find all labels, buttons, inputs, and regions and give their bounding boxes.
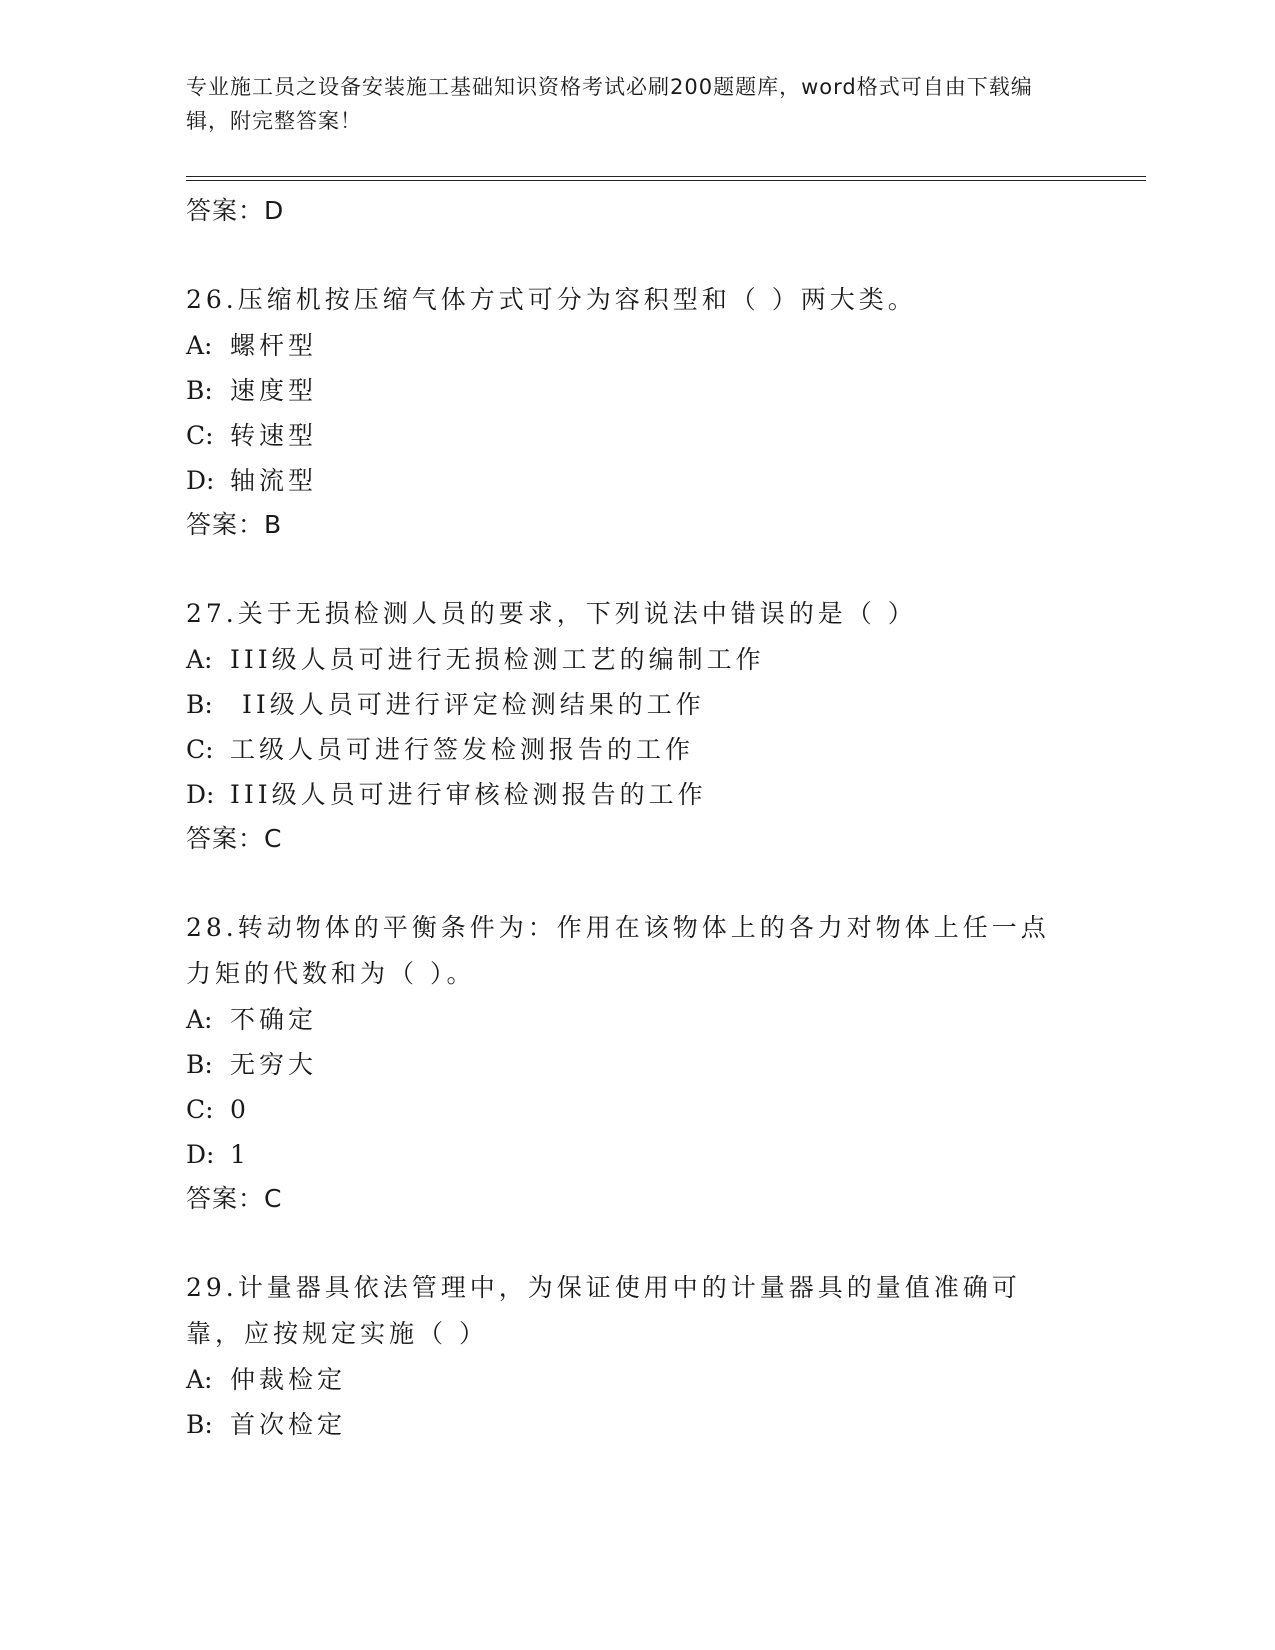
option-key: A: (186, 1005, 213, 1034)
question-27 (186, 591, 1146, 861)
question-28 (186, 905, 1146, 1221)
option-key: D: (186, 1140, 215, 1169)
option-text: III级人员可进行审核检测报告的工作 (230, 780, 707, 809)
option-key: D: (186, 466, 215, 495)
option-text: 首次检定 (230, 1410, 347, 1439)
option-text: II级人员可进行评定检测结果的工作 (230, 690, 705, 719)
option-key: A: (186, 1365, 213, 1394)
header-divider (186, 176, 1146, 181)
option-b (186, 368, 1146, 413)
option-text: 速度型 (230, 376, 318, 405)
option-d (186, 1132, 1146, 1177)
option-text: 1 (230, 1140, 250, 1169)
option-text: 0 (230, 1095, 250, 1124)
option-d (186, 458, 1146, 503)
option-d (186, 772, 1146, 817)
document-page (186, 70, 1146, 1447)
option-key: B: (186, 1050, 213, 1079)
option-key: A: (186, 645, 213, 674)
option-text: III级人员可进行无损检测工艺的编制工作 (230, 645, 765, 674)
option-c (186, 413, 1146, 458)
option-text: 无穷大 (230, 1050, 318, 1079)
option-b (186, 682, 1146, 727)
option-c (186, 1087, 1146, 1132)
option-c (186, 727, 1146, 772)
answer: 答案：C (186, 1184, 283, 1213)
option-key: C: (186, 421, 214, 450)
document-header: 专业施工员之设备安装施工基础知识资格考试必刷200题题库，word格式可自由下载编辑，附完整答案！ (186, 75, 1033, 133)
option-key: D: (186, 780, 215, 809)
option-key: B: (186, 1410, 213, 1439)
option-text: 轴流型 (230, 466, 318, 495)
option-key: C: (186, 1095, 214, 1124)
option-a (186, 1357, 1146, 1402)
question-stem: 28.转动物体的平衡条件为：作用在该物体上的各力对物体上任一点力矩的代数和为（ ）。 (186, 913, 1050, 988)
option-b (186, 1042, 1146, 1087)
option-text: 工级人员可进行签发检测报告的工作 (230, 735, 695, 764)
option-key: C: (186, 735, 214, 764)
option-text: 仲裁检定 (230, 1365, 347, 1394)
option-key: A: (186, 331, 213, 360)
question-26 (186, 277, 1146, 547)
option-a (186, 637, 1146, 682)
question-stem: 27.关于无损检测人员的要求，下列说法中错误的是（ ） (186, 599, 917, 628)
option-text: 不确定 (230, 1005, 318, 1034)
option-text: 螺杆型 (230, 331, 318, 360)
option-key: B: (186, 376, 213, 405)
option-a (186, 323, 1146, 368)
option-b (186, 1402, 1146, 1447)
answer: 答案：C (186, 824, 283, 853)
answer: 答案：B (186, 510, 283, 539)
question-stem: 26.压缩机按压缩气体方式可分为容积型和（ ）两大类。 (186, 285, 917, 314)
previous-answer: 答案：D (186, 196, 285, 225)
question-stem: 29.计量器具依法管理中，为保证使用中的计量器具的量值准确可靠，应按规定实施（ ） (186, 1273, 1021, 1348)
option-key: B: (186, 690, 213, 719)
question-29 (186, 1265, 1146, 1447)
option-text: 转速型 (230, 421, 318, 450)
option-a (186, 997, 1146, 1042)
